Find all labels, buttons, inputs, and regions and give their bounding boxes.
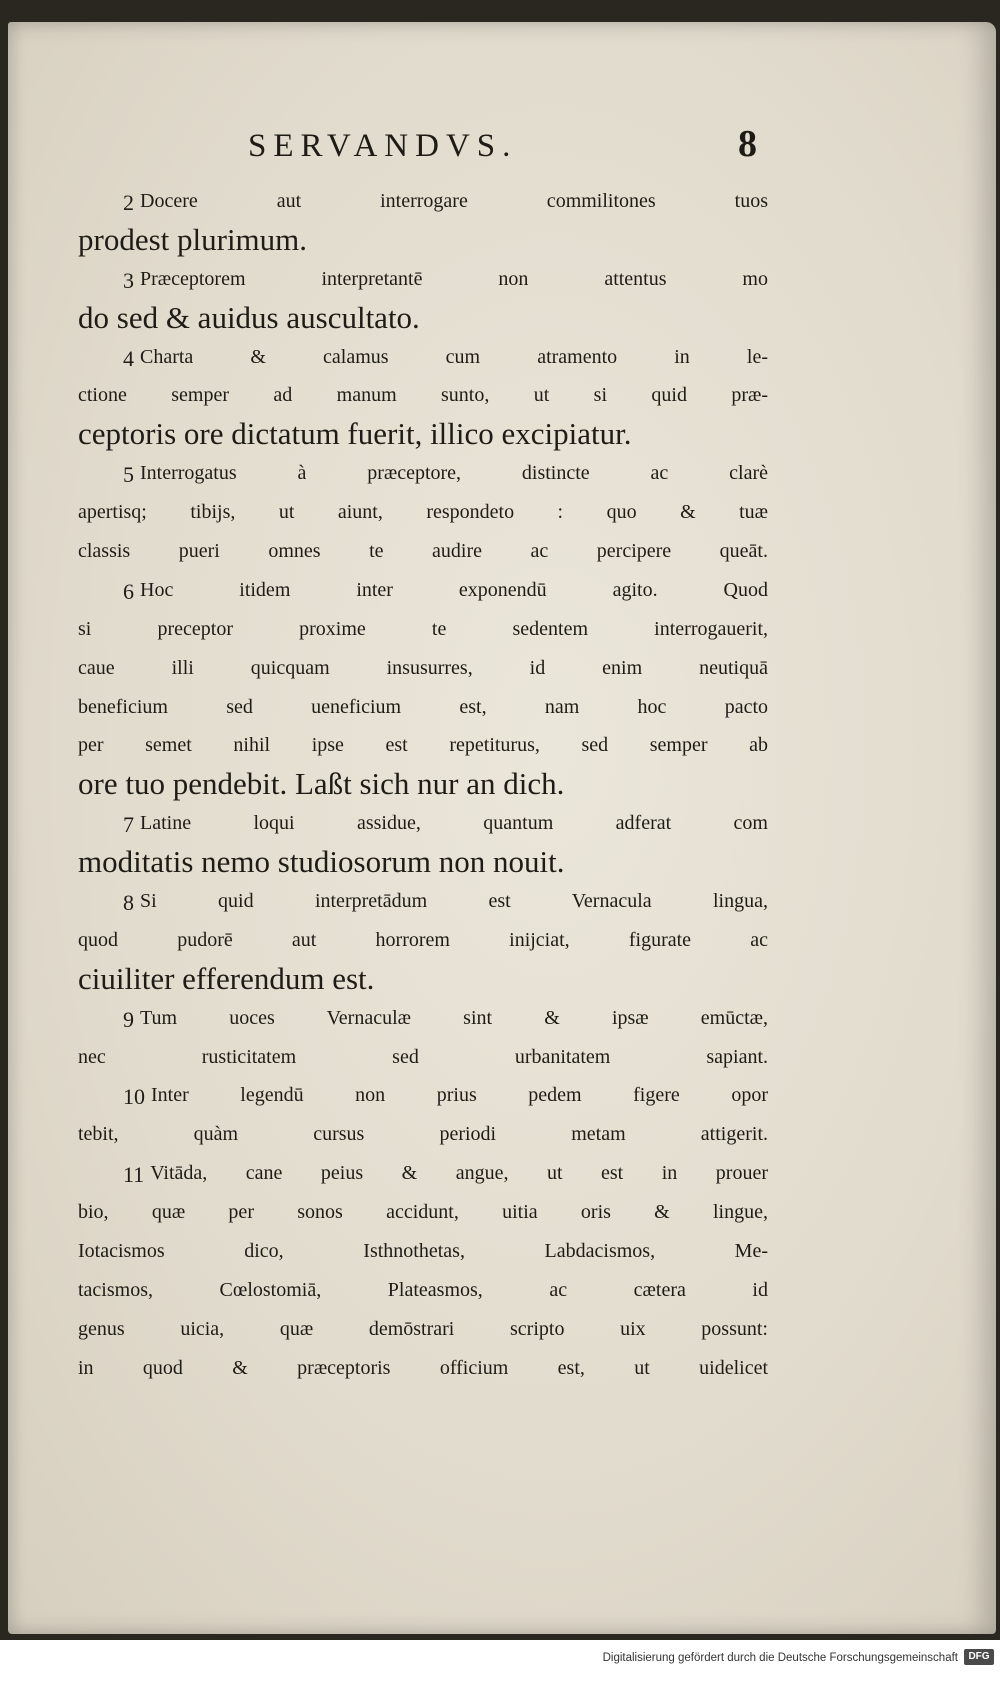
text-line — [78, 960, 768, 999]
line-text: per semet nihil ipse est repetiturus, sed semper ab — [78, 734, 768, 757]
rule-number: 7 — [123, 812, 134, 838]
book-page — [8, 22, 996, 1634]
text-line — [78, 726, 768, 765]
text-line — [78, 260, 768, 299]
text-line — [78, 221, 768, 260]
line-text: Præceptorem interpretantē non attentus mo — [140, 267, 768, 290]
text-line — [78, 921, 768, 960]
line-text: Inter legendū non prius pedem figere opor — [151, 1084, 768, 1107]
text-line — [78, 415, 768, 454]
line-text: classis pueri omnes te audire ac percipere queāt. — [78, 540, 768, 563]
line-text: Docere aut interrogare commilitones tuos — [140, 190, 768, 212]
rule-number: 3 — [123, 267, 134, 293]
text-line — [78, 688, 768, 727]
rule-number: 9 — [123, 1006, 134, 1032]
line-text: Hoc itidem inter exponendū agito. Quod — [140, 578, 768, 601]
text-line — [78, 765, 768, 804]
rule-number: 4 — [123, 345, 134, 371]
running-title: SERVANDVS. — [248, 128, 518, 164]
line-text: tacismos, Cœlostomiā, Plateasmos, ac cætera id — [78, 1278, 768, 1301]
text-line — [78, 999, 768, 1038]
text-line — [78, 1115, 768, 1154]
body-text — [78, 182, 768, 1388]
line-text: Si quid interpretādum est Vernacula lingua, — [140, 890, 768, 913]
text-line — [78, 610, 768, 649]
text-line — [78, 493, 768, 532]
line-text: ctione semper ad manum sunto, ut si quid præ- — [78, 384, 768, 407]
dfg-logo-icon: DFG — [964, 1649, 994, 1665]
footer-credit: Digitalisierung gefördert durch die Deutsche Forschungsgemeinschaft — [602, 1652, 958, 1664]
line-text: bio, quæ per sonos accidunt, uitia oris & lingue, — [78, 1201, 768, 1224]
text-line — [78, 1271, 768, 1310]
line-text: si preceptor proxime te sedentem interrogauerit, — [78, 617, 768, 640]
line-text: prodest plurimum. — [78, 221, 308, 257]
line-text: apertisq; tibijs, ut aiunt, respondeto : quo & tuæ — [78, 501, 768, 524]
text-line — [78, 454, 768, 493]
text-line — [78, 843, 768, 882]
text-line — [78, 299, 768, 338]
text-line — [78, 1349, 768, 1388]
text-line — [78, 1193, 768, 1232]
footer-bar — [0, 1640, 1000, 1681]
line-text: Tum uoces Vernaculæ sint & ipsæ emūctæ, — [140, 1006, 768, 1029]
text-line — [78, 1232, 768, 1271]
text-line — [78, 649, 768, 688]
text-line — [78, 338, 768, 377]
line-text: Interrogatus à præceptore, distincte ac clarè — [140, 462, 768, 485]
line-text: Vitāda, cane peius & angue, ut est in prouer — [150, 1162, 768, 1185]
line-text: tebit, quàm cursus periodi metam attigerit. — [78, 1123, 768, 1146]
text-line — [78, 532, 768, 571]
rule-number: 8 — [123, 890, 134, 916]
text-line — [78, 804, 768, 843]
rule-number: 2 — [123, 190, 134, 215]
text-line — [78, 182, 768, 221]
line-text: moditatis nemo studiosorum non nouit. — [78, 844, 565, 880]
line-text: ore tuo pendebit. Laßt sich nur an dich. — [78, 766, 565, 802]
line-text: beneficium sed ueneficium est, nam hoc pacto — [78, 695, 768, 718]
line-text: nec rusticitatem sed urbanitatem sapiant. — [78, 1045, 768, 1068]
text-line — [78, 376, 768, 415]
text-line — [78, 1154, 768, 1193]
page-number: 8 — [738, 123, 757, 165]
line-text: Charta & calamus cum atramento in le- — [140, 345, 768, 368]
text-line — [78, 571, 768, 610]
line-text: Iotacismos dico, Isthnothetas, Labdacismos, Me- — [78, 1240, 768, 1263]
line-text: do sed & auidus auscultato. — [78, 299, 420, 335]
rule-number: 5 — [123, 462, 134, 488]
line-text: Latine loqui assidue, quantum adferat com — [140, 812, 768, 835]
line-text: caue illi quicquam insusurres, id enim neutiquā — [78, 656, 768, 679]
text-line — [78, 1038, 768, 1077]
text-line — [78, 882, 768, 921]
rule-number: 11 — [123, 1162, 145, 1188]
text-line — [78, 1310, 768, 1349]
rule-number: 6 — [123, 578, 134, 604]
line-text: genus uicia, quæ demōstrari scripto uix possunt: — [78, 1317, 768, 1340]
line-text: in quod & præceptoris officium est, ut uidelicet — [78, 1356, 768, 1379]
line-text: ciuiliter efferendum est. — [78, 960, 375, 996]
line-text: quod pudorē aut horrorem inijciat, figurate ac — [78, 928, 768, 951]
text-line — [78, 1076, 768, 1115]
line-text: ceptoris ore dictatum fuerit, illico excipiatur. — [78, 416, 632, 452]
rule-number: 10 — [123, 1084, 145, 1110]
